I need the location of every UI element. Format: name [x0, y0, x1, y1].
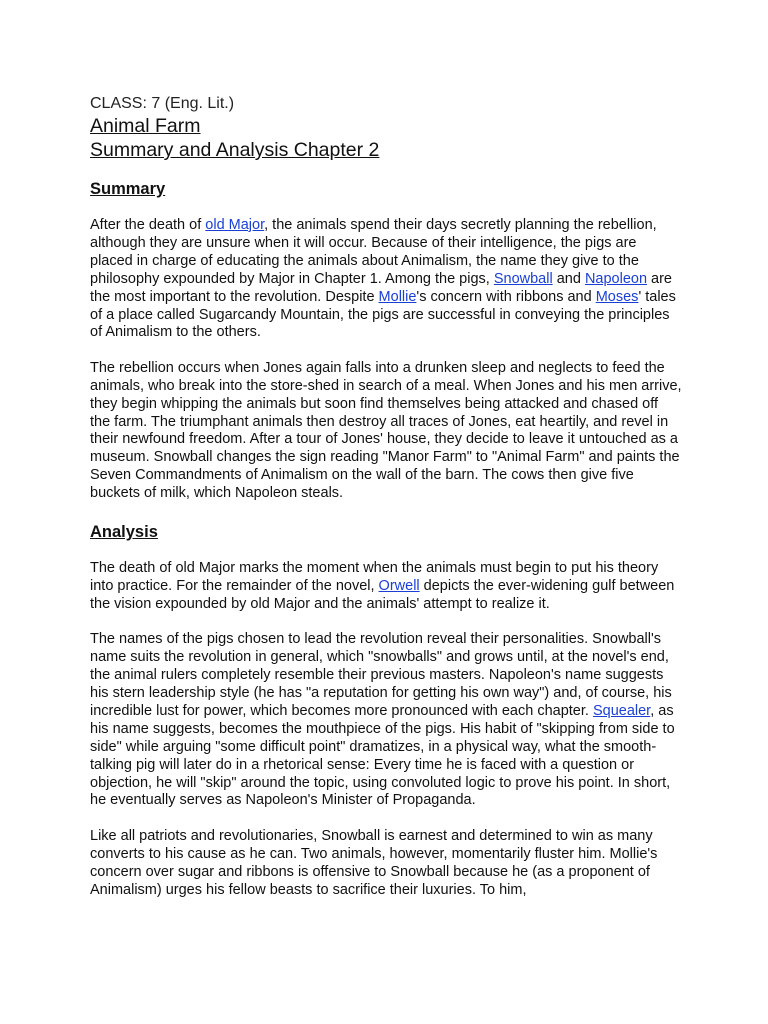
text-run: and — [552, 270, 585, 287]
link-old-major[interactable]: old Major — [205, 217, 265, 233]
text-run: The death of old Major marks the moment when the animals must begin to put his theory into practice. For the remainder of the novel, — [90, 560, 659, 594]
analysis-paragraph-3: Like all patriots and revolutionaries, Snowball is earnest and determined to win as many converts to his cause as he can. Two animals, however, momentarily fluster him. Mollie's concern over sugar and ribbons is offensive to Snowball because he (as a proponent of Animalism) urges his fellow beasts to sacrifice their luxuries. To him, — [90, 827, 658, 898]
text-run: The names of the pigs chosen to lead the revolution reveal their personalities. Snowball's name suits the revolution in general, which "snowballs" and grows until, at the novel's end, the animal rulers completely resemble their previous masters. Napoleon's name suggests his stern leadership style (he has "a reputation for getting his own way") and, of course, his incredible lust for power, which becomes more pronounced with each chapter. — [90, 631, 672, 719]
link-napoleon[interactable]: Napoleon — [584, 270, 648, 287]
analysis-heading: Analysis — [90, 523, 158, 542]
class-line: CLASS: 7 (Eng. Lit.) — [90, 95, 235, 112]
analysis-paragraph-2 — [90, 631, 682, 810]
title-chapter: Summary and Analysis Chapter 2 — [90, 139, 380, 161]
title-animal-farm: Animal Farm — [90, 115, 201, 137]
text-run: 's concern with ribbons and — [416, 288, 596, 305]
analysis-paragraph-1 — [90, 560, 682, 614]
text-run: depicts the ever-widening gulf between the vision expounded by old Major and the animals' attempt to realize it. — [90, 578, 675, 612]
text-run: , the animals spend their days secretly planning the rebellion, although they are unsure when it will occur. Because of their intelligence, the pigs are placed in charge of educating the animals about Animalism, the name they give to the philosophy expounded by Major in Chapter 1. Among the pigs, — [90, 217, 657, 287]
text-run: are the most important to the revolution. Despite — [90, 270, 673, 305]
summary-heading: Summary — [90, 180, 166, 198]
summary-paragraph-1 — [90, 217, 682, 342]
link-snowball[interactable]: Snowball — [493, 270, 553, 287]
summary-paragraph-2: The rebellion occurs when Jones again falls into a drunken sleep and neglects to feed the animals, who break into the store-shed in search of a meal. When Jones and his men arrive, they begin whipping the animals but soon find themselves being attacked and chased off the farm. The triumphant animals then destroy all traces of Jones, eat heartily, and revel in their newfound freedom. After a tour of Jones' house, they decide to leave it untouched as a museum. Snowball changes the sign reading "Manor Farm" to "Animal Farm" and paints the Seven Commandments of Animalism on the wall of the barn. The cows then give five buckets of milk, which Napoleon steals. — [90, 359, 682, 502]
link-squealer[interactable]: Squealer — [592, 702, 651, 719]
link-orwell[interactable]: Orwell — [378, 578, 420, 594]
text-run: After the death of — [90, 217, 206, 233]
document-content — [90, 93, 682, 917]
link-moses[interactable]: Moses — [595, 288, 639, 305]
link-mollie[interactable]: Mollie — [378, 288, 417, 305]
text-run: , as his name suggests, becomes the mouthpiece of the pigs. His habit of "skipping from side to side" while arguing "some difficult point" dramatizes, in a physical way, what the smooth-talking pig will later do in a rhetorical sense: Every time he is faced with a question or objection, he will "skip" around the topic, using convoluted logic to prove his point. In short, he eventually serves as Napoleon's Minister of Propaganda. — [90, 702, 675, 809]
text-run: ' tales of a place called Sugarcandy Mountain, the pigs are successful in conveying the principles of Animalism to the others. — [90, 288, 676, 341]
